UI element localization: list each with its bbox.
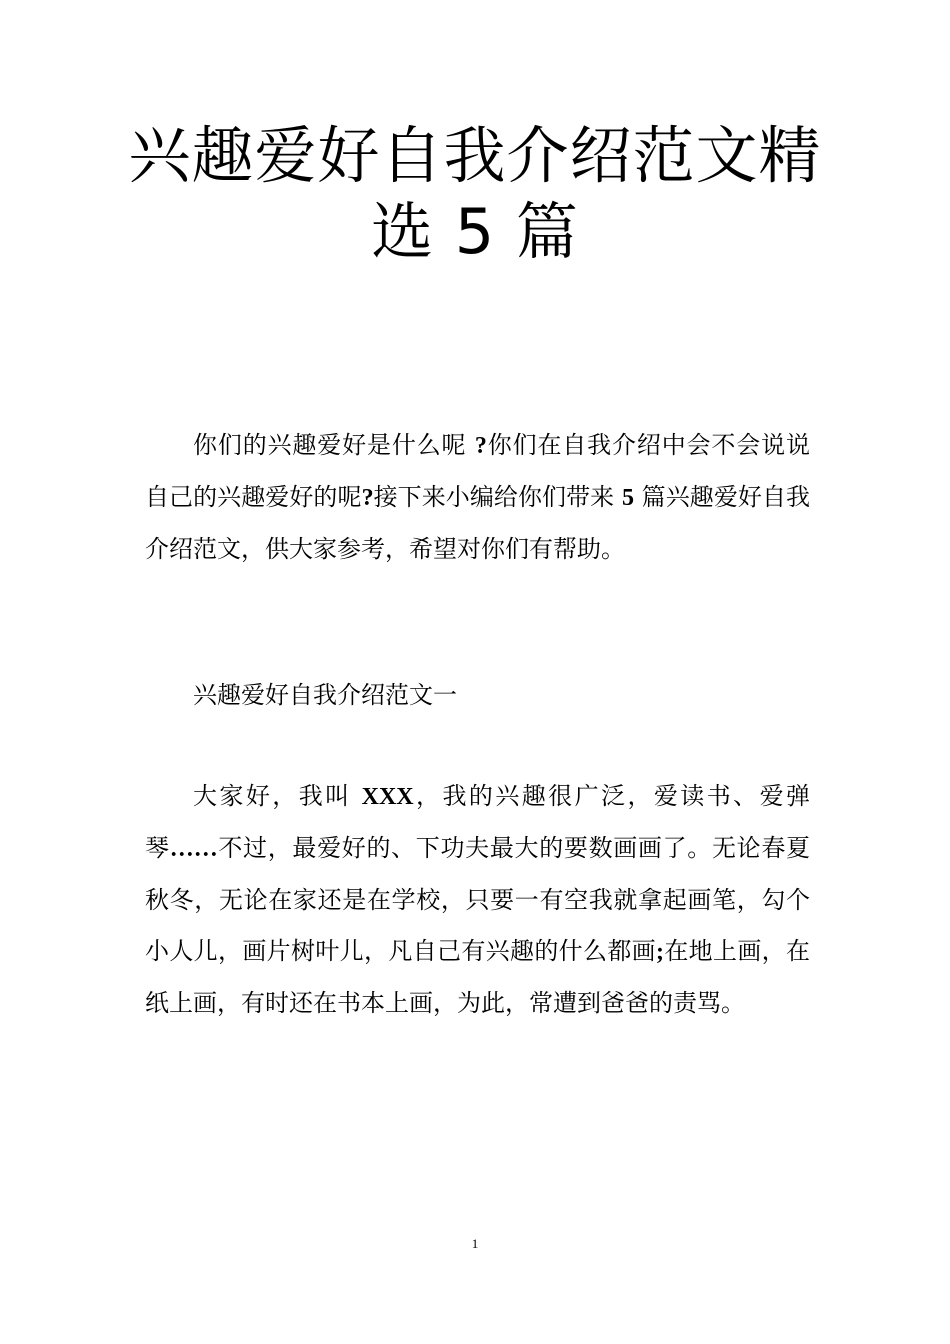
section-heading-1: 兴趣爱好自我介绍范文一 (193, 681, 457, 709)
intro-question-mark-1: ? (474, 433, 487, 459)
intro-count: 5 (621, 485, 634, 511)
title-line-1: 兴趣爱好自我介绍范文精 (128, 119, 822, 192)
para1-name: XXX (361, 784, 414, 810)
intro-text-2: 你们在自我介绍中会不会说说自己的兴趣爱好的呢 (145, 431, 810, 511)
intro-text-4: 篇兴趣爱好自我介绍范文，供大家参考，希望对你们有帮助。 (145, 483, 811, 563)
para1-text-3: 不过，最爱好的、下功夫最大的要数画画了。无论春夏秋冬，无论在家还是在学校，只要一有空我就拿起画笔，勾个小人儿，画片树叶儿，凡自己有兴趣的什么都画 (145, 834, 811, 965)
page-number: 1 (471, 1236, 479, 1251)
para1-ellipsis: …… (169, 836, 218, 862)
para1-text-1: 大家好，我叫 (193, 782, 352, 810)
intro-text-1: 你们的兴趣爱好是什么呢 (193, 431, 467, 459)
document-title (100, 118, 850, 270)
title-line-2: 选 5 篇 (371, 195, 579, 268)
intro-paragraph (145, 420, 810, 575)
intro-text-3: 接下来小编给你们带来 (373, 483, 615, 511)
section-paragraph-1 (145, 771, 810, 1029)
para1-text-4: 在地上画，在纸上画，有时还在书本上画，为此，常遭到爸爸的责骂。 (145, 937, 810, 1017)
intro-question-mark-2: ? (361, 485, 374, 511)
para1-text-2: ，我的兴趣很广泛，爱读书、爱弹琴 (145, 782, 811, 862)
para1-semicolon: ; (656, 939, 664, 965)
